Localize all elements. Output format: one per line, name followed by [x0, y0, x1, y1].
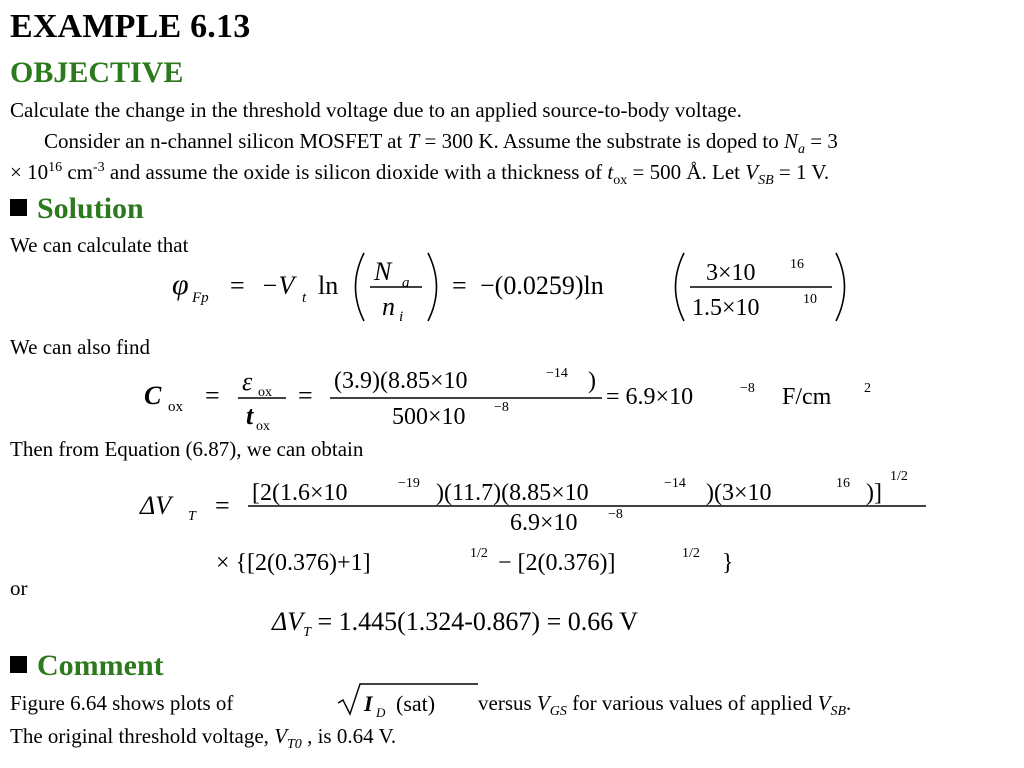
problem-text: = 500 Å. Let	[627, 160, 746, 184]
also-find: We can also find	[10, 335, 151, 359]
phi-subscript: Fp	[192, 290, 209, 306]
doping-symbol: N	[783, 129, 798, 153]
then-from: Then from Equation (6.87), we can obtain	[10, 437, 364, 461]
dvt-line2-c: }	[722, 550, 734, 576]
dvt-line2-b: − [2(0.376)]	[498, 550, 616, 576]
equals: =	[215, 491, 230, 520]
t-symbol: t	[246, 401, 254, 430]
t-subscript: ox	[256, 419, 270, 434]
epsilon-symbol: ε	[242, 367, 253, 396]
equals-2: =	[298, 381, 313, 410]
exponent: 16	[48, 160, 63, 175]
problem-line-2	[10, 160, 830, 189]
left-paren	[356, 253, 365, 321]
problem-text: cm	[62, 160, 93, 184]
comment-heading-label: Comment	[37, 649, 164, 682]
cox-den-exponent: −8	[494, 400, 509, 415]
thickness-symbol: t	[607, 160, 614, 184]
cox-result: = 6.9×10	[606, 384, 694, 410]
problem-text: Consider an n-channel silicon MOSFET at	[44, 129, 408, 153]
v-symbol: V	[287, 607, 304, 636]
or-text: or	[10, 576, 28, 600]
ln-text: ln	[318, 271, 339, 300]
problem-text: = 1 V.	[773, 160, 830, 184]
bullet-square-icon	[10, 199, 27, 216]
sqrt-sign-icon	[338, 684, 478, 714]
cox-denominator: 500×10	[392, 404, 466, 430]
doping-subscript: a	[798, 142, 805, 158]
voltage-symbol: V	[745, 160, 759, 184]
denominator-exponent: 10	[803, 292, 817, 307]
c-subscript: ox	[168, 399, 183, 415]
na-symbol: N	[374, 257, 392, 286]
half-exp-2: 1/2	[470, 546, 488, 561]
c-symbol: C	[144, 381, 162, 410]
delta-vt-symbol: ΔV	[140, 491, 172, 520]
problem-text: = 300 K. Assume the substrate is doped to	[419, 129, 784, 153]
dvt-numerator-3: )(3×10	[706, 480, 772, 506]
page-title: EXAMPLE 6.13	[10, 8, 251, 45]
right-paren	[428, 253, 437, 321]
dvt-denominator: 6.9×10	[510, 510, 578, 536]
cox-result-exponent: −8	[740, 381, 755, 396]
problem-text: × 10	[10, 160, 49, 184]
ni-subscript: i	[399, 309, 404, 325]
gs-subscript: GS	[549, 704, 567, 720]
dvt-den-exponent: −8	[608, 507, 623, 522]
cox-unit: F/cm	[782, 384, 832, 410]
minus-vt: −V	[261, 271, 295, 300]
comment-text: , is 0.64 V.	[301, 724, 397, 748]
solution-heading	[10, 192, 144, 226]
subscript: ox	[613, 173, 628, 189]
delta-symbol: Δ	[272, 607, 288, 636]
equals: =	[230, 271, 245, 300]
cox-num-close: )	[588, 368, 596, 394]
half-exp-3: 1/2	[682, 546, 700, 561]
dvt-line2-a: × {[2(0.376)+1]	[216, 550, 371, 576]
epsilon-subscript: ox	[258, 385, 272, 400]
comment-text: versus	[478, 691, 537, 715]
v-symbol: V	[817, 691, 831, 715]
cox-num-exponent: −14	[546, 366, 568, 381]
ni-symbol: n	[382, 292, 395, 321]
dvt-numerator-4: )]	[866, 480, 882, 506]
comment-text: The original threshold voltage,	[10, 724, 275, 748]
exp-1: −19	[398, 476, 420, 491]
comment-line-1	[10, 691, 233, 716]
na-subscript: a	[402, 275, 410, 291]
dvt-numerator-2: )(11.7)(8.85×10	[436, 480, 589, 506]
vt-subscript: t	[302, 290, 307, 306]
sqrt-id: I	[364, 691, 373, 716]
result-line	[272, 607, 639, 641]
equals-2: =	[452, 271, 467, 300]
exp-2: −14	[664, 476, 686, 491]
sqrt-sat: (sat)	[396, 691, 436, 716]
objective-text: Calculate the change in the threshold voltage due to an applied source-to-body voltage.	[10, 98, 742, 122]
equals: =	[205, 381, 220, 410]
right-paren-2	[836, 253, 845, 321]
sqrt-id-sub: D	[376, 705, 386, 720]
result-value: = 1.445(1.324-0.867) = 0.66 V	[310, 607, 639, 636]
phi-symbol: φ	[172, 268, 189, 301]
v-symbol: V	[274, 724, 288, 748]
dvt-numerator: [2(1.6×10	[252, 480, 348, 506]
coefficient: −(0.0259)ln	[480, 271, 604, 300]
numerator: 3×10	[706, 260, 756, 286]
comment-line-2	[10, 724, 397, 753]
comment-heading	[10, 649, 164, 683]
comment-text: Figure 6.64 shows plots of	[10, 691, 234, 715]
calc-intro: We can calculate that	[10, 233, 189, 257]
left-paren-2	[676, 253, 685, 321]
problem-line-1	[44, 129, 838, 158]
delta-vt-subscript: T	[188, 509, 196, 524]
subscript: SB	[758, 173, 774, 189]
exponent: -3	[93, 160, 105, 175]
comment-text: for various values of applied	[566, 691, 818, 715]
comment-text: .	[846, 691, 852, 715]
temperature-symbol: T	[407, 129, 420, 153]
problem-text: and assume the oxide is silicon dioxide with a thickness of	[104, 160, 608, 184]
t-subscript: T	[303, 625, 311, 641]
numerator-exponent: 16	[790, 257, 804, 272]
sb-subscript: SB	[830, 704, 847, 720]
objective-heading: OBJECTIVE	[10, 56, 184, 89]
solution-heading-label: Solution	[37, 192, 144, 225]
comment-line-1b	[478, 691, 852, 720]
v-symbol: V	[536, 691, 550, 715]
exp-3: 16	[836, 476, 850, 491]
t0-subscript: T0	[287, 737, 302, 753]
bullet-square-icon	[10, 656, 27, 673]
cox-unit-exponent: 2	[864, 381, 871, 396]
half-exp: 1/2	[890, 469, 908, 484]
problem-text: = 3	[805, 129, 838, 153]
denominator: 1.5×10	[692, 295, 760, 321]
cox-numerator: (3.9)(8.85×10	[334, 368, 468, 394]
